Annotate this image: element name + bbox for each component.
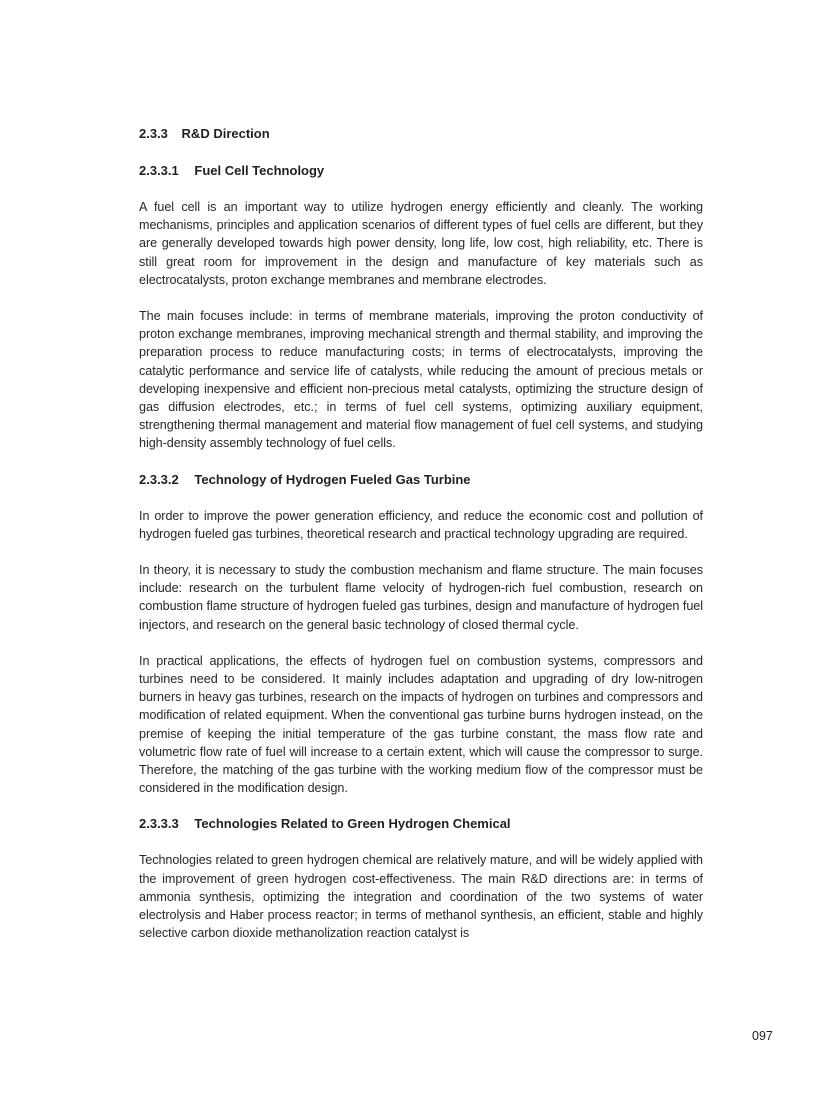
subsection-number: 2.3.3.2 bbox=[139, 471, 179, 487]
paragraph: In theory, it is necessary to study the combustion mechanism and flame structure. The main focuses include: research on the turbulent flame velocity of hydrogen-rich fuel combustion, research on combustion flame structure of hydrogen fueled gas turbines, design and manufacture of hydrogen fuel injectors, and research on the general basic technology of closed thermal cycle. bbox=[139, 563, 703, 632]
paragraph: In order to improve the power generation efficiency, and reduce the economic cost and pollution of hydrogen fueled gas turbines, theoretical research and practical technology upgrading are required. bbox=[139, 508, 703, 541]
subsection-title: Technology of Hydrogen Fueled Gas Turbine bbox=[194, 471, 471, 487]
paragraph: A fuel cell is an important way to utilize hydrogen energy efficiently and cleanly. The working mechanisms, principles and application scenarios of different types of fuel cells are different, but they are generally developed towards high power density, long life, low cost, high reliability, etc. There is still great room for improvement in the design and manufacture of key materials such as electrocatalysts, proton exchange membranes and membrane electrodes. bbox=[139, 200, 703, 287]
section-number: 2.3.3 bbox=[139, 126, 168, 141]
paragraph: In practical applications, the effects of hydrogen fuel on combustion systems, compressors and turbines need to be considered. It mainly includes adaptation and upgrading of dry low-nitrogen burners in heavy gas turbines, research on the impacts of hydrogen on turbines and compressors and modification of related equipment. When the conventional gas turbine burns hydrogen instead, on the premise of keeping the initial temperature of the gas turbine constant, the mass flow rate and volumetric flow rate of fuel will increase to a certain extent, which will cause the compressor to surge. Therefore, the matching of the gas turbine with the working medium flow of the compressor must be considered in the modification design. bbox=[139, 653, 703, 796]
section-title: R&D Direction bbox=[181, 126, 270, 141]
subsection-number: 2.3.3.1 bbox=[139, 163, 179, 178]
subsection-heading-green-hydrogen bbox=[139, 815, 703, 833]
paragraph: Technologies related to green hydrogen chemical are relatively mature, and will be widely applied with the improvement of green hydrogen cost-effectiveness. The main R&D directions are: in terms of ammonia synthesis, optimizing the integration and coordination of the two systems of water electrolysis and Haber process reactor; in terms of methanol synthesis, an efficient, stable and highly selective carbon dioxide methanolization reaction catalyst is bbox=[139, 853, 703, 941]
page-content bbox=[139, 125, 703, 961]
subsection-number: 2.3.3.3 bbox=[139, 816, 179, 832]
page-number: 097 bbox=[752, 1029, 773, 1043]
section-heading bbox=[139, 125, 703, 143]
subsection-heading-fuel-cell bbox=[139, 162, 703, 180]
paragraph: The main focuses include: in terms of membrane materials, improving the proton conductivity of proton exchange membranes, improving mechanical strength and thermal stability, and improving the preparation process to reduce manufacturing costs; in terms of electrocatalysts, improving the catalytic performance and service life of catalysts, while reducing the amount of precious metals or developing inexpensive and efficient non-precious metal catalysts, optimizing the structure design of gas diffusion electrodes, etc.; in terms of fuel cell systems, optimizing auxiliary equipment, strengthening thermal management and material flow management of fuel cell systems, and studying high-density assembly technology of fuel cells. bbox=[139, 309, 703, 451]
subsection-title: Fuel Cell Technology bbox=[194, 163, 325, 178]
subsection-title: Technologies Related to Green Hydrogen Chemical bbox=[194, 816, 511, 832]
subsection-heading-gas-turbine bbox=[139, 471, 703, 489]
